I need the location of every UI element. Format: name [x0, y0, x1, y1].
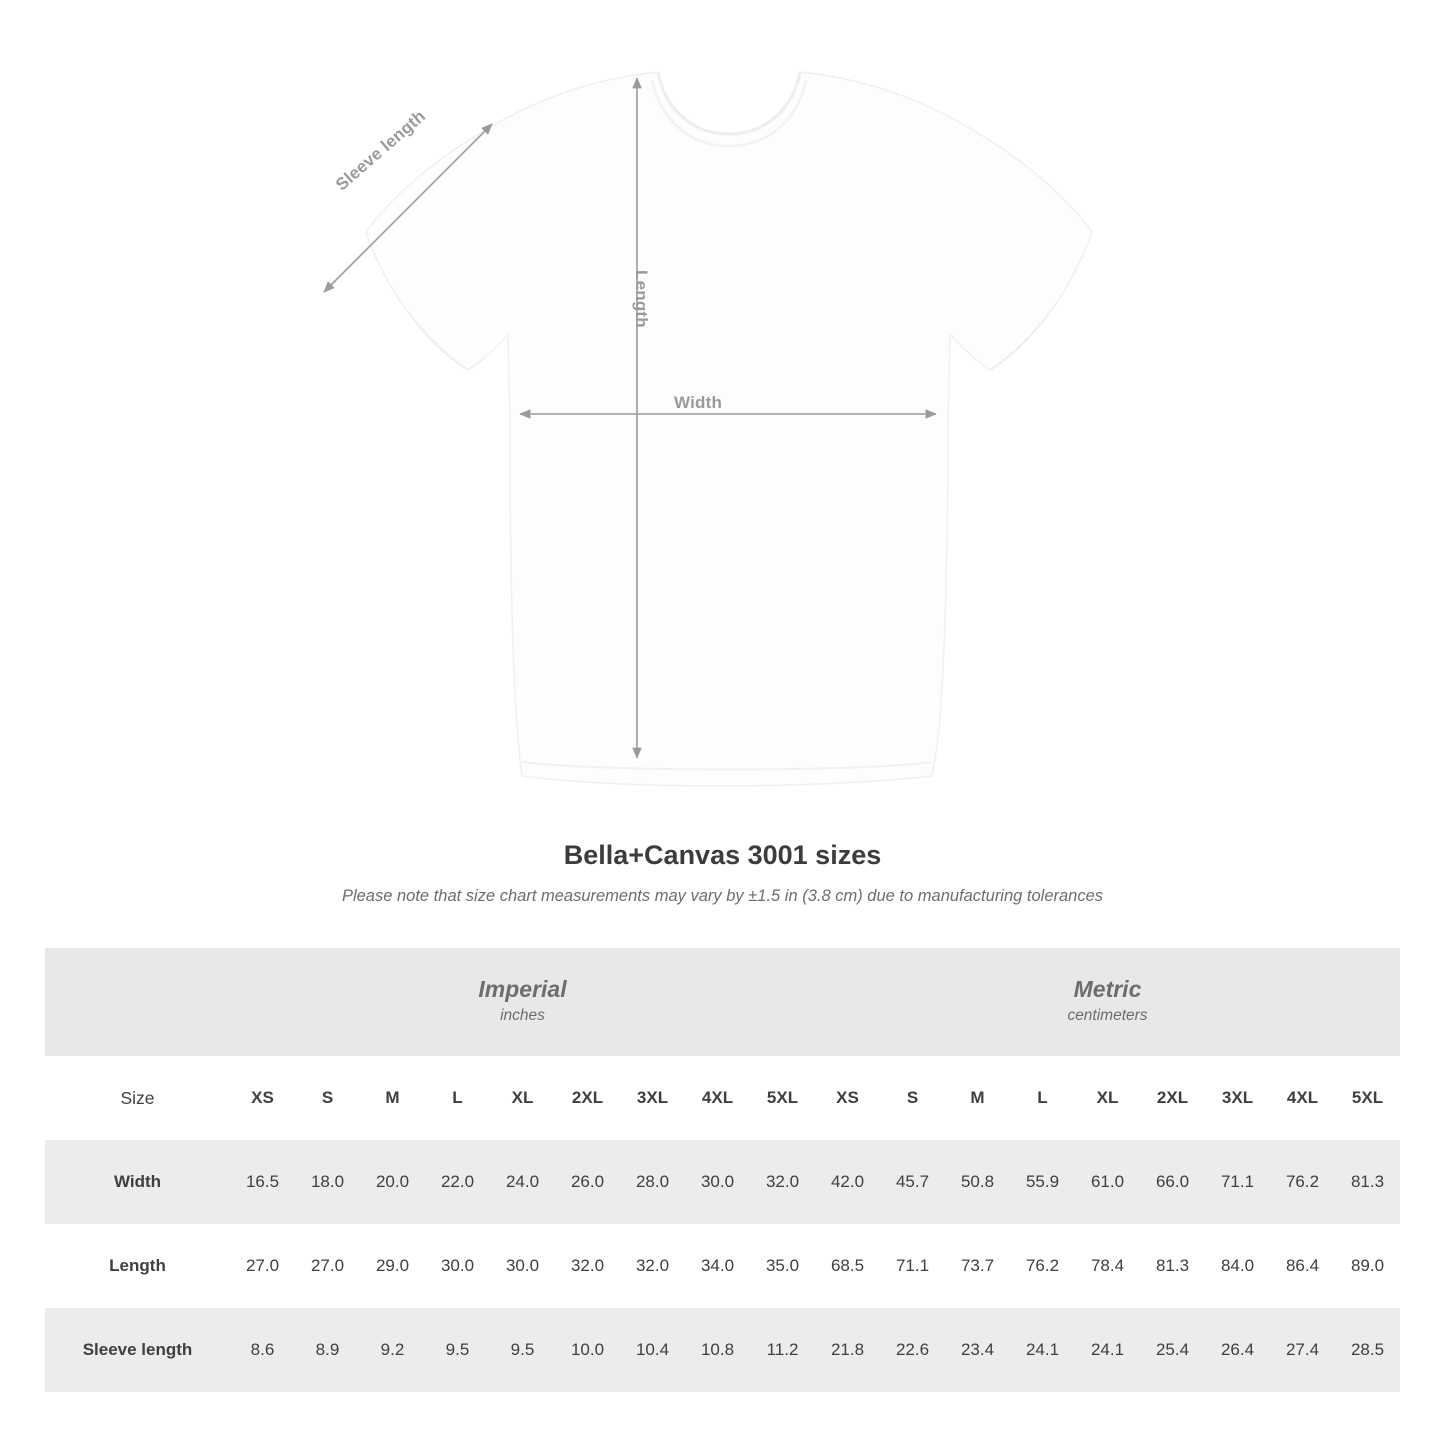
size-table	[45, 948, 1400, 1392]
cell: 30.0	[425, 1224, 490, 1308]
cell: 9.5	[490, 1308, 555, 1392]
cell: 71.1	[1205, 1140, 1270, 1224]
row-label-sleeve-length: Sleeve length	[45, 1308, 230, 1392]
size-column-header: XL	[1075, 1056, 1140, 1140]
size-header-row	[45, 1056, 1400, 1140]
table-row	[45, 1308, 1400, 1392]
cell: 8.6	[230, 1308, 295, 1392]
cell: 24.1	[1075, 1308, 1140, 1392]
cell: 32.0	[555, 1224, 620, 1308]
size-column-header: M	[360, 1056, 425, 1140]
cell: 26.0	[555, 1140, 620, 1224]
size-column-header: 2XL	[1140, 1056, 1205, 1140]
size-column-header: M	[945, 1056, 1010, 1140]
table-row	[45, 1140, 1400, 1224]
metric-unit-header	[815, 948, 1400, 1056]
cell: 78.4	[1075, 1224, 1140, 1308]
size-column-header: 3XL	[620, 1056, 685, 1140]
cell: 55.9	[1010, 1140, 1075, 1224]
cell: 84.0	[1205, 1224, 1270, 1308]
cell: 20.0	[360, 1140, 425, 1224]
cell: 42.0	[815, 1140, 880, 1224]
cell: 28.0	[620, 1140, 685, 1224]
cell: 29.0	[360, 1224, 425, 1308]
cell: 32.0	[620, 1224, 685, 1308]
unit-header-row	[45, 948, 1400, 1056]
row-label-width: Width	[45, 1140, 230, 1224]
size-column-header: 5XL	[750, 1056, 815, 1140]
tolerance-note: Please note that size chart measurements may vary by ±1.5 in (3.8 cm) due to manufacturing tolerances	[341, 887, 1104, 905]
size-column-header: 4XL	[1270, 1056, 1335, 1140]
cell: 18.0	[295, 1140, 360, 1224]
cell: 32.0	[750, 1140, 815, 1224]
cell: 61.0	[1075, 1140, 1140, 1224]
cell: 73.7	[945, 1224, 1010, 1308]
size-column-header: S	[295, 1056, 360, 1140]
cell: 22.6	[880, 1308, 945, 1392]
cell: 50.8	[945, 1140, 1010, 1224]
cell: 9.5	[425, 1308, 490, 1392]
size-column-header: 4XL	[685, 1056, 750, 1140]
size-column-header: S	[880, 1056, 945, 1140]
cell: 9.2	[360, 1308, 425, 1392]
cell: 81.3	[1140, 1224, 1205, 1308]
size-column-header: L	[1010, 1056, 1075, 1140]
width-label: Width	[674, 393, 723, 412]
cell: 24.1	[1010, 1308, 1075, 1392]
cell: 10.8	[685, 1308, 750, 1392]
size-row-label: Size	[45, 1056, 230, 1140]
cell: 45.7	[880, 1140, 945, 1224]
cell: 21.8	[815, 1308, 880, 1392]
size-column-header: XS	[230, 1056, 295, 1140]
unit-header-spacer	[45, 948, 230, 1056]
cell: 11.2	[750, 1308, 815, 1392]
length-label: Length	[632, 270, 651, 328]
cell: 24.0	[490, 1140, 555, 1224]
cell: 81.3	[1335, 1140, 1400, 1224]
cell: 10.4	[620, 1308, 685, 1392]
cell: 25.4	[1140, 1308, 1205, 1392]
cell: 30.0	[685, 1140, 750, 1224]
size-column-header: XL	[490, 1056, 555, 1140]
size-column-header: L	[425, 1056, 490, 1140]
sleeve-length-label: Sleeve length	[332, 106, 430, 195]
cell: 76.2	[1270, 1140, 1335, 1224]
cell: 27.0	[295, 1224, 360, 1308]
page-title: Bella+Canvas 3001 sizes	[563, 840, 882, 870]
cell: 28.5	[1335, 1308, 1400, 1392]
cell: 16.5	[230, 1140, 295, 1224]
cell: 68.5	[815, 1224, 880, 1308]
cell: 30.0	[490, 1224, 555, 1308]
cell: 35.0	[750, 1224, 815, 1308]
cell: 89.0	[1335, 1224, 1400, 1308]
cell: 86.4	[1270, 1224, 1335, 1308]
cell: 27.0	[230, 1224, 295, 1308]
metric-title: Metric	[1073, 976, 1142, 1003]
size-column-header: 2XL	[555, 1056, 620, 1140]
size-column-header: 3XL	[1205, 1056, 1270, 1140]
cell: 26.4	[1205, 1308, 1270, 1392]
cell: 76.2	[1010, 1224, 1075, 1308]
cell: 23.4	[945, 1308, 1010, 1392]
table-row	[45, 1224, 1400, 1308]
tshirt-shape	[366, 72, 1092, 786]
size-column-header: 5XL	[1335, 1056, 1400, 1140]
metric-subtitle: centimeters	[1067, 1006, 1148, 1024]
cell: 66.0	[1140, 1140, 1205, 1224]
cell: 8.9	[295, 1308, 360, 1392]
cell: 10.0	[555, 1308, 620, 1392]
cell: 22.0	[425, 1140, 490, 1224]
cell: 34.0	[685, 1224, 750, 1308]
imperial-unit-header	[230, 948, 815, 1056]
size-table-container	[45, 948, 1400, 1392]
imperial-subtitle: inches	[500, 1006, 545, 1024]
cell: 27.4	[1270, 1308, 1335, 1392]
row-label-length: Length	[45, 1224, 230, 1308]
cell: 71.1	[880, 1224, 945, 1308]
size-column-header: XS	[815, 1056, 880, 1140]
imperial-title: Imperial	[478, 976, 567, 1003]
